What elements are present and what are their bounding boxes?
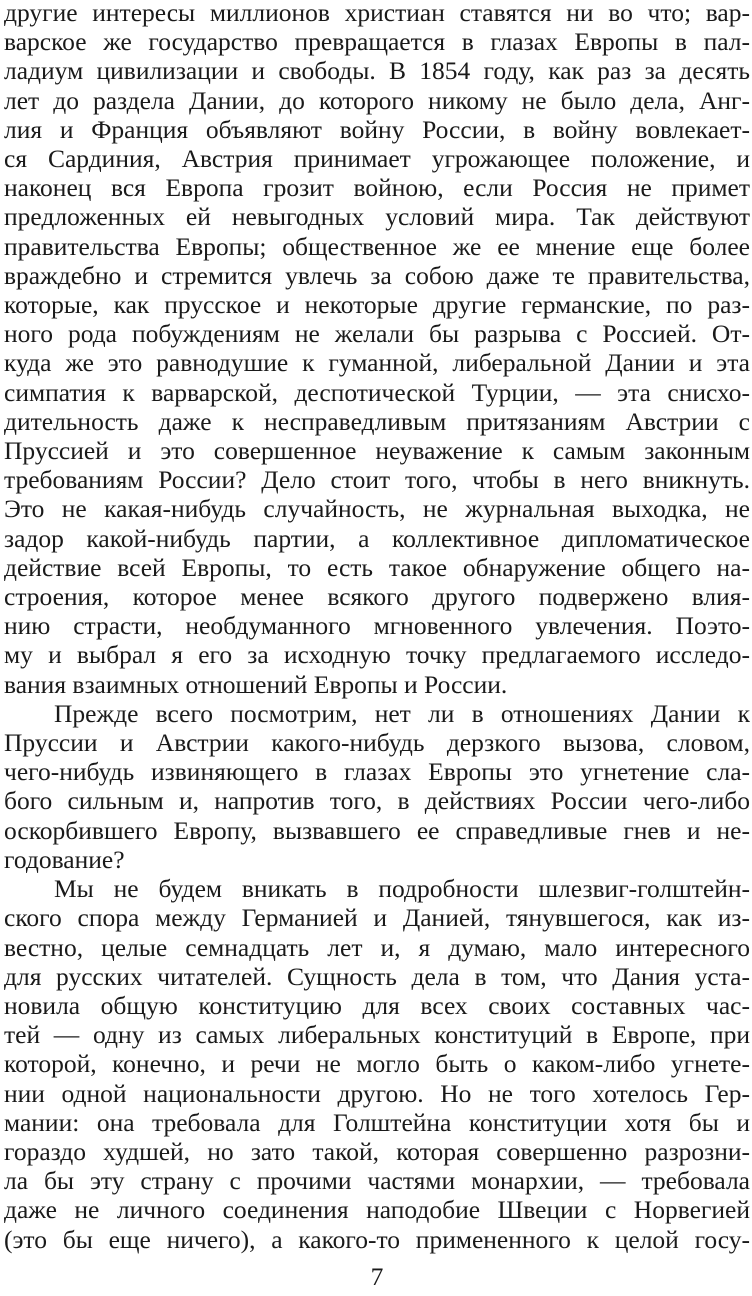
text-line: требованиям России? Дело стоит того, чтобы в него вникнуть. <box>4 465 750 495</box>
text-line: задор какой-нибудь партии, а коллективное дипломатическое <box>4 523 750 553</box>
text-line: чего-нибудь извиняющего в глазах Европы это угнетение сла- <box>4 757 750 787</box>
text-line: лия и Франция объявляют войну России, в войну вовлекает- <box>4 114 750 144</box>
paragraph <box>4 874 750 1254</box>
text-line: враждебно и стремится увлечь за собою даже те правительства, <box>4 260 750 290</box>
text-line: наконец вся Европа грозит войною, если Россия не примет <box>4 173 750 203</box>
text-line: ладиум цивилизации и свободы. В 1854 году, как раз за десять <box>4 56 750 86</box>
text-line: новила общую конституцию для всех своих составных час- <box>4 990 750 1020</box>
text-line: куда же это равнодушие к гуманной, либеральной Дании и эта <box>4 348 750 378</box>
text-line: даже не личного соединения наподобие Швеции с Норвегией <box>4 1195 750 1225</box>
text-line: нию страсти, необдуманного мгновенного увлечения. Поэто- <box>4 611 750 641</box>
text-line: гораздо худшей, но зато такой, которая совершенно разрозни- <box>4 1136 750 1166</box>
book-page <box>4 0 750 1296</box>
text-line: для русских читателей. Сущность дела в том, что Дания уста- <box>4 961 750 991</box>
text-line: Прежде всего посмотрим, нет ли в отношениях Дании к <box>54 698 750 728</box>
text-line: Пруссии и Австрии какого-нибудь дерзкого вызова, словом, <box>4 728 750 758</box>
page-number: 7 <box>370 1262 384 1291</box>
paragraph <box>4 0 750 699</box>
text-line: лет до раздела Дании, до которого никому не было дела, Анг- <box>4 85 750 115</box>
text-line: которой, конечно, и речи не могло быть о каком-либо угнете- <box>4 1049 750 1079</box>
text-line: ла бы эту страну с прочими частями монархии, — требовала <box>4 1166 750 1196</box>
paragraph <box>4 699 750 874</box>
text-line: вания взаимных отношений Европы и России. <box>4 669 508 699</box>
text-line: которые, как прусское и некоторые другие германские, по раз- <box>4 290 750 320</box>
text-line: мании: она требовала для Голштейна конституции хотя бы и <box>4 1107 750 1137</box>
text-line: действие всей Европы, то есть такое обнаружение общего на- <box>4 552 750 582</box>
text-line: строения, которое менее всякого другого подвержено влия- <box>4 582 750 612</box>
text-line: предложенных ей невыгодных условий мира. Так действуют <box>4 202 750 232</box>
text-body <box>4 0 750 1254</box>
text-line: Пруссией и это совершенное неуважение к самым законным <box>4 436 750 466</box>
text-line: годование? <box>4 844 125 874</box>
text-line: Это не какая-нибудь случайность, не журнальная выходка, не <box>4 494 750 524</box>
text-line: ся Сардиния, Австрия принимает угрожающее положение, и <box>4 144 750 174</box>
text-line: оскорбившего Европу, вызвавшего ее справедливые гнев и не- <box>4 815 750 845</box>
text-line: другие интересы миллионов христиан ставятся ни во что; вар- <box>4 0 750 27</box>
text-line: Мы не будем вникать в подробности шлезвиг-голштейн- <box>54 874 750 904</box>
text-line: му и выбрал я его за исходную точку предлагаемого исследо- <box>4 640 750 670</box>
text-line: варское же государство превращается в глазах Европы в пал- <box>4 27 750 57</box>
text-line: симпатия к варварской, деспотической Турции, — эта снисхо- <box>4 377 750 407</box>
text-line: ского спора между Германией и Данией, тянувшегося, как из- <box>4 903 750 933</box>
text-line: тей — одну из самых либеральных конституций в Европе, при <box>4 1020 750 1050</box>
text-line: вестно, целые семнадцать лет и, я думаю, мало интересного <box>4 932 750 962</box>
text-line: (это бы еще ничего), а какого-то примененного к целой госу- <box>4 1224 750 1254</box>
text-line: бого сильным и, напротив того, в действиях России чего-либо <box>4 786 750 816</box>
text-line: ного рода побуждениям не желали бы разрыва с Россией. От- <box>4 319 750 349</box>
text-line: нии одной национальности другою. Но не того хотелось Гер- <box>4 1078 750 1108</box>
text-line: правительства Европы; общественное же ее мнение еще более <box>4 231 750 261</box>
text-line: дительность даже к несправедливым притязаниям Австрии с <box>4 406 750 436</box>
